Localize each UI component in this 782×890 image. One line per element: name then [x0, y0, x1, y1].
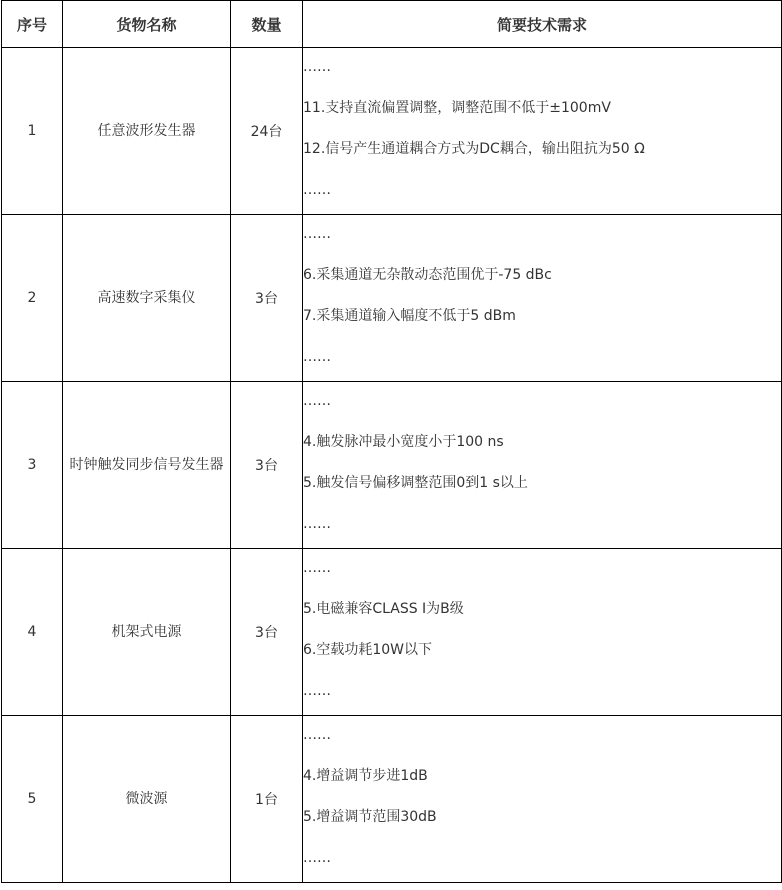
requirement-line: 6.空载功耗10W以下: [303, 642, 433, 658]
table-row: [2, 382, 782, 549]
table-row: [2, 716, 782, 883]
row-index: 1: [2, 48, 63, 215]
header-index: 序号: [2, 1, 63, 48]
requirements-cell: [303, 382, 782, 549]
requirement-line: 5.增益调节范围30dB: [303, 809, 437, 825]
requirements-cell: [303, 215, 782, 382]
requirement-line: ……: [303, 393, 331, 409]
requirement-line: ……: [303, 683, 331, 699]
requirements-cell: [303, 549, 782, 716]
requirement-line: ……: [303, 850, 331, 866]
requirement-line: 5.电磁兼容CLASS I为B级: [303, 601, 464, 617]
header-quantity: 数量: [231, 1, 303, 48]
row-index: 4: [2, 549, 63, 716]
requirement-line: ……: [303, 226, 331, 242]
requirement-line: 11.支持直流偏置调整，调整范围不低于±100mV: [303, 100, 611, 116]
quantity: 3台: [231, 382, 303, 549]
goods-name: 任意波形发生器: [63, 48, 231, 215]
table-header-row: [2, 1, 782, 48]
quantity: 3台: [231, 549, 303, 716]
requirement-line: 6.采集通道无杂散动态范围优于-75 dBc: [303, 267, 552, 283]
requirement-line: 7.采集通道输入幅度不低于5 dBm: [303, 308, 516, 324]
goods-name: 时钟触发同步信号发生器: [63, 382, 231, 549]
table-row: [2, 48, 782, 215]
row-index: 3: [2, 382, 63, 549]
goods-name: 机架式电源: [63, 549, 231, 716]
requirement-line: 4.触发脉冲最小宽度小于100 ns: [303, 434, 504, 450]
table-row: [2, 549, 782, 716]
requirement-line: ……: [303, 560, 331, 576]
requirements-cell: [303, 48, 782, 215]
requirement-line: 12.信号产生通道耦合方式为DC耦合，输出阻抗为50 Ω: [303, 141, 645, 157]
requirements-cell: [303, 716, 782, 883]
header-requirements: 简要技术需求: [303, 1, 782, 48]
requirement-line: 5.触发信号偏移调整范围0到1 s以上: [303, 475, 528, 491]
quantity: 24台: [231, 48, 303, 215]
requirement-line: ……: [303, 59, 331, 75]
quantity: 3台: [231, 215, 303, 382]
requirement-line: ……: [303, 727, 331, 743]
quantity: 1台: [231, 716, 303, 883]
row-index: 5: [2, 716, 63, 883]
header-goods-name: 货物名称: [63, 1, 231, 48]
requirement-line: ……: [303, 349, 331, 365]
requirement-line: ……: [303, 182, 331, 198]
requirement-line: ……: [303, 516, 331, 532]
goods-name: 微波源: [63, 716, 231, 883]
procurement-spec-table: [1, 0, 782, 883]
row-index: 2: [2, 215, 63, 382]
goods-name: 高速数字采集仪: [63, 215, 231, 382]
requirement-line: 4.增益调节步进1dB: [303, 768, 428, 784]
table-row: [2, 215, 782, 382]
